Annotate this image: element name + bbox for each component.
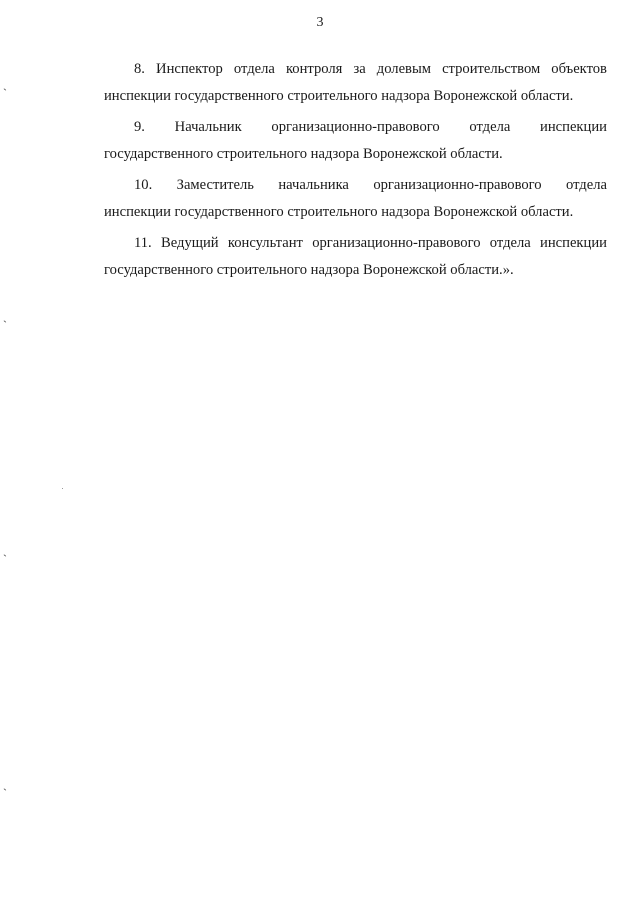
word: Ведущий [161,235,219,251]
word: начальника [278,177,349,193]
word: за [353,61,366,77]
word: 8. [134,61,145,77]
word: инспекции [540,119,607,135]
word: объектов [551,61,607,77]
word: контроля [285,61,343,77]
paragraph-first-line [104,230,607,257]
word: 11. [134,235,152,251]
word: организационно-правового [312,235,481,251]
word: отдела [566,177,607,193]
scan-speck [62,488,63,489]
list-item [104,56,607,110]
paragraph-line: государственного строительного надзора Воронежской области. [104,146,503,162]
word: строительством [442,61,541,77]
list-item [104,230,607,284]
word: организационно-правового [271,119,440,135]
margin-mark: ˏ [3,543,7,557]
word: 10. [134,177,153,193]
document-body [104,56,607,288]
paragraph-line: инспекции государственного строительного надзора Воронежской области. [104,88,574,104]
word: Начальник [174,119,242,135]
word: долевым [376,61,431,77]
paragraph-line: государственного строительного надзора Воронежской области.». [104,262,514,278]
margin-mark: ˏ [3,777,7,791]
list-item [104,172,607,226]
word: Инспектор [156,61,223,77]
paragraph-first-line [104,172,607,199]
word: организационно-правового [373,177,542,193]
paragraph-first-line [104,56,607,83]
page-number: 3 [316,15,324,30]
word: отдела [469,119,511,135]
word: отдела [233,61,275,77]
list-item [104,114,607,168]
word: Заместитель [176,177,254,193]
word: инспекции [540,235,607,251]
word: отдела [489,235,531,251]
word: 9. [134,119,145,135]
word: консультант [227,235,303,251]
paragraph-first-line [104,114,607,141]
paragraph-line: инспекции государственного строительного надзора Воронежской области. [104,204,574,220]
margin-mark: ˏ [3,77,7,91]
margin-mark: ˏ [3,309,7,323]
